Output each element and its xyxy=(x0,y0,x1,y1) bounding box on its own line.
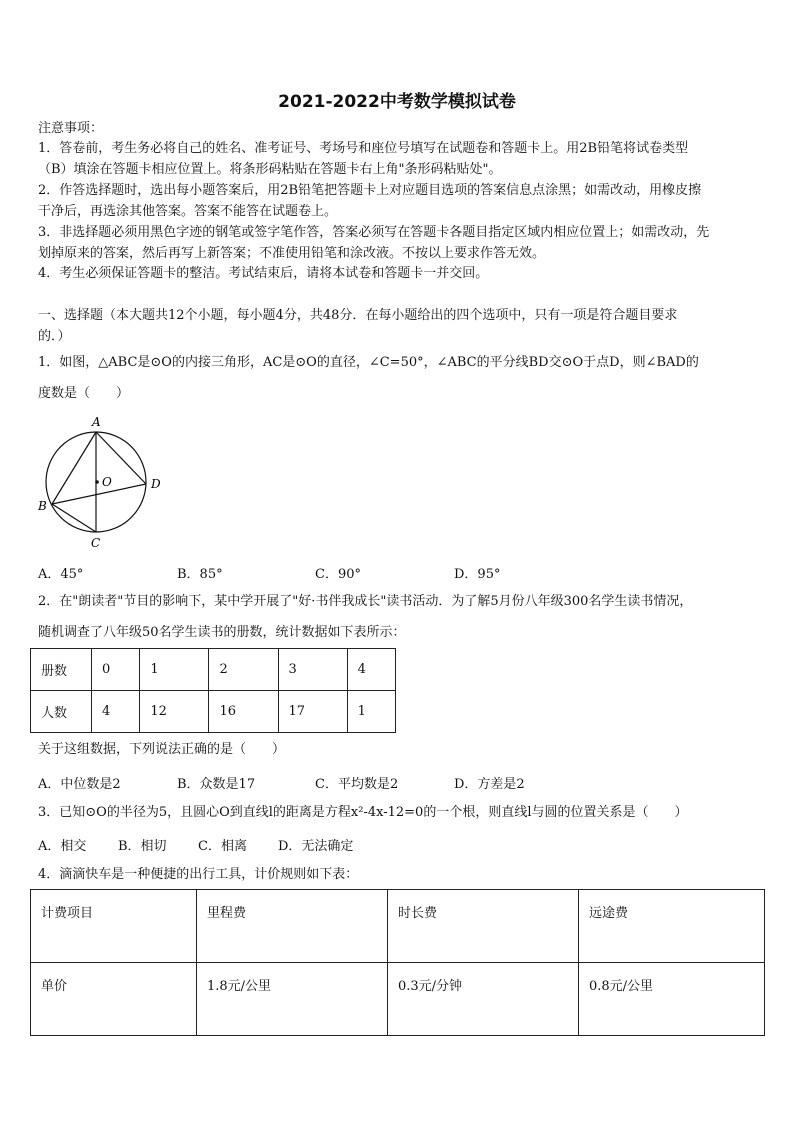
table-cell: 0.8元/公里 xyxy=(579,963,765,1036)
table-cell: 1 xyxy=(347,691,395,733)
q3-option-a: A．相交 xyxy=(38,839,87,854)
q2-option-b: B．众数是17 xyxy=(177,777,256,792)
question-4-text: 4．滴滴快车是一种便捷的出行工具，计价规则如下表： xyxy=(38,867,359,882)
segment-bd xyxy=(52,484,146,504)
notice-line: 划掉原来的答案，然后再写上新答案；不准使用铅笔和涂改液。不按以上要求作答无效。 xyxy=(38,246,546,261)
table-cell: 计费项目 xyxy=(31,890,197,963)
table-cell: 17 xyxy=(278,691,347,733)
table-cell: 册数 xyxy=(31,649,92,691)
q2-option-d: D．方差是2 xyxy=(454,777,525,792)
notice-line: 干净后，再选涂其他答案。答案不能答在试题卷上。 xyxy=(38,204,338,219)
section-heading: 一、选择题（本大题共12个小题，每小题4分，共48分．在每小题给出的四个选项中，只有一项是符合题目要求 xyxy=(38,308,678,323)
notice-line: 4．考生必须保证答题卡的整洁。考试结束后，请将本试卷和答题卡一并交回。 xyxy=(38,266,489,281)
q3-option-d: D．无法确定 xyxy=(278,839,354,854)
circle-figure xyxy=(30,410,170,555)
question-1-text-cont: 度数是（ ） xyxy=(38,386,130,401)
q1-option-c: C．90° xyxy=(315,567,361,582)
q4-table xyxy=(30,889,765,1036)
notice-line: 3．非选择题必须用黑色字迹的钢笔或签字笔作答，答案必须写在答题卡各题目指定区域内相应位置上；如需改动，先 xyxy=(38,225,710,240)
center-dot xyxy=(95,480,99,484)
table-cell: 12 xyxy=(140,691,209,733)
q2-table xyxy=(30,648,396,733)
q2-option-c: C．平均数是2 xyxy=(315,777,399,792)
table-cell: 3 xyxy=(278,649,347,691)
table-cell: 里程费 xyxy=(197,890,388,963)
table-cell: 4 xyxy=(347,649,395,691)
label-a: A xyxy=(92,415,101,429)
table-cell: 0.3元/分钟 xyxy=(388,963,579,1036)
q3-option-b: B．相切 xyxy=(118,839,167,854)
table-cell: 0 xyxy=(92,649,140,691)
table-cell: 1.8元/公里 xyxy=(197,963,388,1036)
label-d: D xyxy=(151,477,161,491)
q1-option-d: D．95° xyxy=(454,567,501,582)
table-row xyxy=(31,649,396,691)
table-row xyxy=(31,691,396,733)
label-c: C xyxy=(91,536,101,550)
table-row xyxy=(31,963,765,1036)
table-cell: 时长费 xyxy=(388,890,579,963)
notice-line: 1．答卷前，考生务必将自己的姓名、准考证号、考场号和座位号填写在试题卷和答题卡上。用2B铅笔将试卷类型 xyxy=(38,141,689,156)
question-2-text-cont: 随机调查了八年级50名学生读书的册数，统计数据如下表所示： xyxy=(38,625,406,640)
table-cell: 人数 xyxy=(31,691,92,733)
question-1-text: 1．如图，△ABC是⊙O的内接三角形，AC是⊙O的直径，∠C=50°，∠ABC的平分线BD交⊙O于点D，则∠BAD的 xyxy=(38,355,699,370)
table-cell: 远途费 xyxy=(579,890,765,963)
section-heading-cont: 的．） xyxy=(38,329,71,344)
page-title: 2021-2022中考数学模拟试卷 xyxy=(278,92,516,112)
table-cell: 2 xyxy=(209,649,278,691)
label-b: B xyxy=(38,499,47,513)
notice-line: （B）填涂在答题卡相应位置上。将条形码粘贴在答题卡右上角"条形码粘贴处"。 xyxy=(38,162,502,177)
notice-line: 2．作答选择题时，选出每小题答案后，用2B铅笔把答题卡上对应题目选项的答案信息点涂黑；如需改动，用橡皮擦 xyxy=(38,183,702,198)
question-2-prompt: 关于这组数据，下列说法正确的是（ ） xyxy=(38,742,286,757)
table-cell: 1 xyxy=(140,649,209,691)
question-3-text: 3．已知⊙O的半径为5，且圆心O到直线l的距离是方程x²-4x-12=0的一个根，则直线l与圆的位置关系是（ ） xyxy=(38,805,688,820)
q1-option-b: B．85° xyxy=(177,567,223,582)
table-cell: 单价 xyxy=(31,963,197,1036)
q2-option-a: A．中位数是2 xyxy=(38,777,121,792)
segment-bc xyxy=(52,504,96,532)
q1-option-a: A．45° xyxy=(38,567,84,582)
notice-heading: 注意事项： xyxy=(38,121,104,136)
label-o: O xyxy=(102,475,112,489)
table-row xyxy=(31,890,765,963)
table-cell: 16 xyxy=(209,691,278,733)
q3-option-c: C．相离 xyxy=(198,839,247,854)
table-cell: 4 xyxy=(92,691,140,733)
question-2-text: 2．在"朗读者"节目的影响下，某中学开展了"好·书伴我成长"读书活动．为了解5月份八年级300名学生读书情况， xyxy=(38,594,693,609)
segment-ab xyxy=(52,432,96,504)
